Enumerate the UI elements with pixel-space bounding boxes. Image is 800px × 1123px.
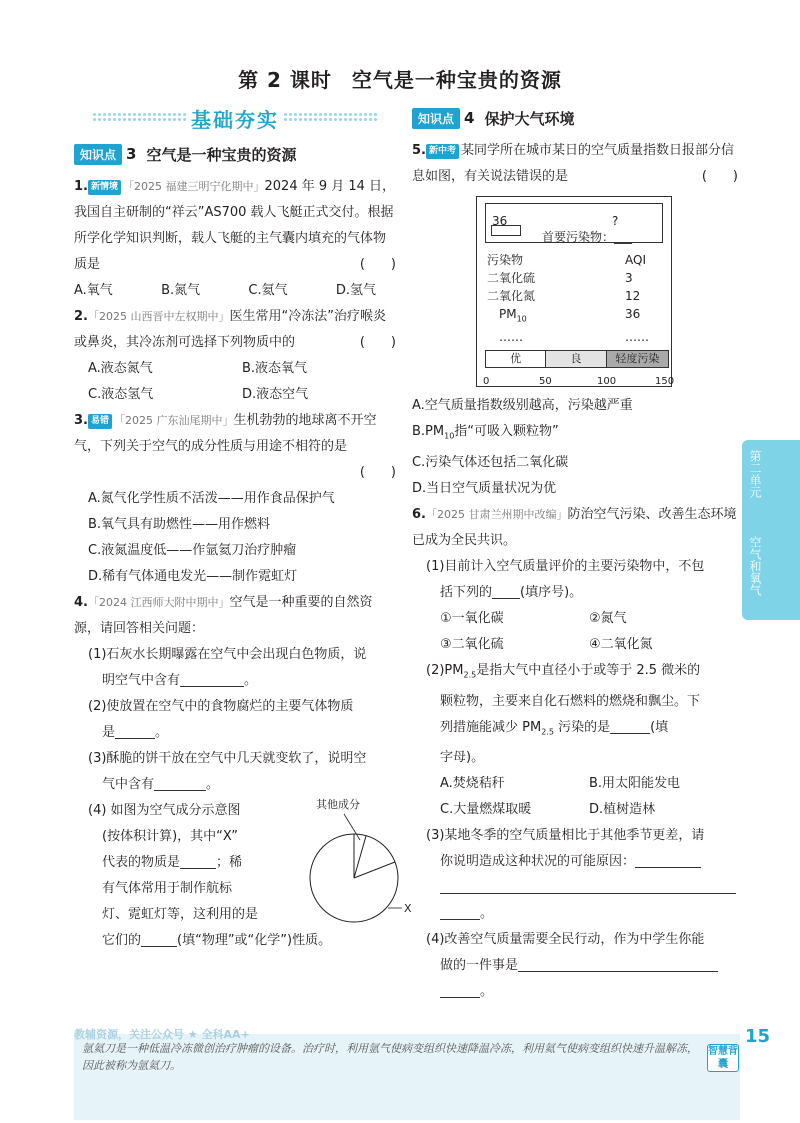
- q6-p1-options: ①一氧化碳 ②氮气 ③二氧化硫 ④二氧化氮: [440, 610, 653, 652]
- answer-blank[interactable]: [440, 982, 480, 998]
- answer-blank[interactable]: [154, 775, 206, 791]
- question-3: 3. 易错 「2025 广东汕尾期中」生机勃勃的地球离不开空气，下列关于空气的成分性质与用途不相符的是 ( ) A.氮气化学性质不活泼——用作食品保护气 B.氧气具有助燃性——用作燃料 C.液氮温度低——作氩氦刀治疗肿瘤 D.稀有气体通电发光——制作霓虹灯: [74, 408, 396, 590]
- answer-blank[interactable]: [440, 904, 480, 920]
- question-2: 2.「2025 山西晋中左权期中」医生常用“冷冻法”治疗喉炎或鼻炎，其冷冻剂可选择下列物质中的 ( ) A.液态氮气 B.液态氧气 C.液态氢气 D.液态空气: [74, 304, 396, 408]
- aqi-table: 污染物 AQI 二氧化硫 3 二氧化氮 12 $PM_{10}$ 36 …… ……: [487, 253, 649, 345]
- question-4: 4.「2024 江西师大附中期中」空气是一种重要的自然资源，请回答相关问题： (1)石灰水长期曝露在空气中会出现白色物质，说 明空气中含有 。 (2)使放置在空气中的食物腐烂的主要气体物质 是 。 (3)酥脆的饼干放在空气中几天就变软了，说明空 气中含有 。 (4) 如图为空气成分示意图 (按体积计算)，其中“X” 代表的物质是 ；稀 有气体常用于制作航标 灯、霓虹灯等，这利用的是 它们的 (填“物理”或“化学”)性质。 其他成分 X: [74, 590, 396, 954]
- question-5: 5. 新中考 某同学所在城市某日的空气质量指数日报部分信息如图，有关说法错误的是 ( ) 36 ? 首要污染物：___ 污染物 AQI 二氧化硫 3 二氧化氮 12 $PM_{10}$ 36 …… …… 优 良 轻度污染 0 50 100 150 A.空气质量指数级别越高，污染越严重 $B.PM_{10}$指“可吸入颗粒物” C.污染气体还包括二氧化碳 D.当日空气质量状况为优: [412, 138, 738, 502]
- pie-leader-line: [344, 814, 360, 840]
- pie-label-x: X: [404, 902, 412, 915]
- question-1: 1. 新情境 「2025 福建三明宁化期中」2024 年 9 月 14 日，我国自主研制的“祥云”AS700 载人飞艇正式交付。根据所学化学知识判断，载人飞艇的主气囊内填充的气体物质是 ( ) A.氧气 B.氮气 C.氦气 D.氢气: [74, 174, 396, 304]
- answer-blank[interactable]: [115, 723, 155, 739]
- answer-blank[interactable]: [610, 718, 650, 734]
- side-unit-tab: 第二单元 空气和氧气: [742, 440, 800, 620]
- answer-blank[interactable]: [440, 878, 736, 894]
- page-title: 第 2 课时 空气是一种宝贵的资源: [238, 68, 562, 92]
- left-column: [74, 100, 412, 954]
- aqi-level-bar: 优 良 轻度污染: [485, 350, 669, 368]
- pie-label-other: 其他成分: [316, 798, 360, 811]
- knowledge-point-3: 知识点 3 空气是一种宝贵的资源: [74, 142, 396, 166]
- aqi-ticks: 0 50 100 150: [483, 376, 675, 388]
- q6-p2-options: A.焚烧秸秆 B.用太阳能发电 C.大量燃煤取暖 D.植树造林: [440, 776, 681, 818]
- answer-blank[interactable]: [180, 671, 244, 687]
- footer-watermark: 教辅资源，关注公众号 ★ 全科AA+: [74, 1028, 250, 1041]
- q2-options: A.液态氮气 B.液态氧气 C.液态氢气 D.液态空气: [88, 361, 309, 402]
- q1-options: A.氧气 B.氮气 C.氦气 D.氢气: [74, 283, 376, 298]
- zhihui-badge: 智慧背囊: [708, 1046, 738, 1070]
- q5-options: A.空气质量指数级别越高，污染越严重 $B.PM_{10}$指“可吸入颗粒物” C.污染气体还包括二氧化碳 D.当日空气质量状况为优: [412, 398, 633, 496]
- pie-divider: [354, 836, 366, 878]
- q3-options: A.氮气化学性质不活泼——用作食品保护气 B.氧气具有助燃性——用作燃料 C.液氮温度低——作氩氦刀治疗肿瘤 D.稀有气体通电发光——制作霓虹灯: [88, 491, 335, 584]
- answer-blank[interactable]: [518, 956, 718, 972]
- footer-note-text: 氩氦刀是一种低温冷冻微创治疗肿瘤的设备。治疗时，利用氩气使病变组织快速降温冷冻，利用氦气使病变组织快速升温解冻，因此被称为氩氦刀。: [82, 1042, 698, 1072]
- answer-blank[interactable]: [492, 583, 520, 599]
- section-banner: 基础夯实: [74, 100, 396, 134]
- knowledge-point-4: 知识点 4 保护大气环境: [412, 106, 738, 130]
- page-number: 15: [745, 1026, 771, 1047]
- aqi-report-figure: 36 ? 首要污染物：___ 污染物 AQI 二氧化硫 3 二氧化氮 12 $PM_{10}$ 36 …… …… 优 良 轻度污染 0 50 100 150: [476, 196, 672, 387]
- air-composition-pie-diagram: [306, 796, 414, 956]
- right-column: [412, 100, 738, 1005]
- question-6: 6.「2025 甘肃兰州期中改编」防治空气污染、改善生态环境已成为全民共识。 (1)目前计入空气质量评价的主要污染物中，不包 括下列的 (填序号)。 ①一氧化碳 ②氮气 ③二氧化硫 ④二氧化氮 $(2)PM_{2.5}$是指大气中直径小于或等于 2.5 微米的 颗粒物，主要来自化石燃料的燃烧和飘尘。下 列措施能减少 $PM_{2.5}$ 污染的是 (填 字母)。 A.焚烧秸秆 B.用太阳能发电 C.大量燃煤取暖 D.植树造林 (3)某地冬季的空气质量相比于其他季节更差，请 你说明造成这种状况的可能原因： 。 (4)改善空气质量需要全民行动，作为中学生你能 做的一件事是 。: [412, 506, 737, 1000]
- answer-blank[interactable]: [141, 931, 177, 947]
- answer-blank[interactable]: [635, 852, 701, 868]
- pie-divider: [354, 862, 395, 878]
- answer-blank[interactable]: [180, 853, 216, 869]
